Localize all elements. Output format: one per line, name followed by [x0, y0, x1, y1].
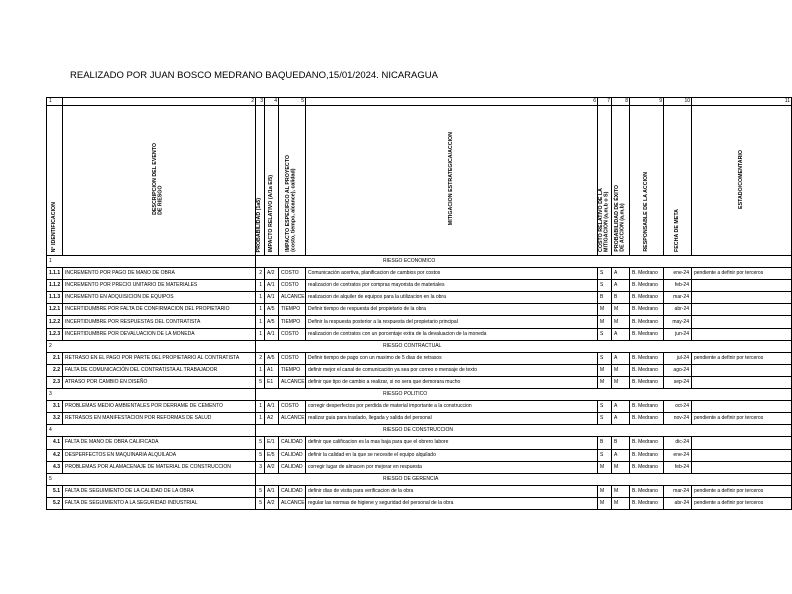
row-mitigation: definir mejor el canal de comunicación ya sea por correo o mensaje de texto: [306, 364, 598, 376]
row-responsible: B. Medrano: [630, 401, 664, 413]
row-mitigation-cost: M: [598, 316, 612, 328]
row-target-date: abr-24: [664, 304, 692, 316]
column-number: 4: [265, 98, 279, 106]
row-description: FALTA DE SEGUIMIENTO A LA SEGURIDAD INDUSTRIAL: [63, 497, 256, 509]
row-success-probability: M: [612, 316, 630, 328]
column-number: 10: [664, 98, 692, 106]
row-relative-impact: E/5: [265, 449, 279, 461]
column-number: 6: [306, 98, 598, 106]
row-mitigation: regular las normas de higiene y seguridad del personal de la obra: [306, 497, 598, 509]
table-row: [47, 437, 792, 449]
header-id: N° IDENTIFICACION: [47, 106, 63, 256]
table-row: [47, 376, 792, 388]
header-status: ESTADO/COMENTARIO: [692, 106, 792, 256]
row-specific-impact: COSTO: [279, 352, 306, 364]
row-id: 4.3: [47, 461, 63, 473]
table-row: [47, 280, 792, 292]
row-responsible: B. Medrano: [630, 437, 664, 449]
section-title: RIESGO CONTRACTUAL: [256, 340, 792, 352]
row-target-date: nov-24: [664, 413, 692, 425]
row-probability: 1: [256, 364, 265, 376]
row-mitigation-cost: M: [598, 364, 612, 376]
row-responsible: B. Medrano: [630, 304, 664, 316]
row-description: FALTA DE MANO DE OBRA CALIFICADA: [63, 437, 256, 449]
row-success-probability: B: [612, 437, 630, 449]
table-row: [47, 292, 792, 304]
row-probability: 1: [256, 328, 265, 340]
row-status: pendiente a definir por terceros: [692, 485, 792, 497]
row-specific-impact: CALIDAD: [279, 461, 306, 473]
row-id: 1.1.3: [47, 292, 63, 304]
header-mitigation-cost: COSTO RELATIVO DE LA MITIGACION (a,m,b o S): [598, 106, 612, 256]
row-id: 2.1: [47, 352, 63, 364]
section-header-row: [47, 389, 792, 401]
column-number: 3: [256, 98, 265, 106]
table-row: [47, 461, 792, 473]
section-title: RIESGO DE CONSTRUCCION: [256, 425, 792, 437]
row-responsible: B. Medrano: [630, 352, 664, 364]
row-relative-impact: A/1: [265, 485, 279, 497]
row-mitigation-cost: S: [598, 413, 612, 425]
table-row: [47, 401, 792, 413]
row-status: [692, 449, 792, 461]
row-target-date: oct-24: [664, 401, 692, 413]
row-status: [692, 304, 792, 316]
risk-matrix-table: [46, 97, 792, 510]
row-relative-impact: A/2: [265, 497, 279, 509]
column-number: 5: [279, 98, 306, 106]
row-specific-impact: ALCANCE: [279, 376, 306, 388]
row-mitigation: corregir desperfectos por perdida de material importante a la construccion: [306, 401, 598, 413]
section-header-row: [47, 425, 792, 437]
row-probability: 5: [256, 376, 265, 388]
row-probability: 5: [256, 485, 265, 497]
table-row: [47, 485, 792, 497]
row-description: INCERTIDUMBRE POR FALTA DE CONFIRMACION DEL PROPIETARIO: [63, 304, 256, 316]
row-description: PROBLEMAS MEDIO AMBIENTALES POR DERRAME DE CEMENTO: [63, 401, 256, 413]
row-target-date: feb-24: [664, 280, 692, 292]
row-status: [692, 328, 792, 340]
column-number: 9: [630, 98, 664, 106]
row-specific-impact: TIEMPO: [279, 316, 306, 328]
row-probability: 2: [256, 352, 265, 364]
row-mitigation: realizacion de alquiler de equipos para la utilizacion en la obra: [306, 292, 598, 304]
row-mitigation: Definir la respuesta posterior a la respuesta del propietario principal: [306, 316, 598, 328]
row-specific-impact: ALCANCE: [279, 497, 306, 509]
row-specific-impact: TIEMPO: [279, 304, 306, 316]
row-target-date: ago-24: [664, 364, 692, 376]
section-title: RIESGO ECONOMICO: [256, 256, 792, 268]
row-success-probability: A: [612, 401, 630, 413]
row-mitigation-cost: M: [598, 376, 612, 388]
row-id: 3.1: [47, 401, 63, 413]
row-specific-impact: COSTO: [279, 401, 306, 413]
row-probability: 5: [256, 497, 265, 509]
row-description: DESPERFECTOS EN MAQUINARIA ALQUILADA: [63, 449, 256, 461]
row-target-date: dic-24: [664, 437, 692, 449]
row-success-probability: A: [612, 268, 630, 280]
row-mitigation-cost: S: [598, 268, 612, 280]
row-success-probability: M: [612, 485, 630, 497]
table-row: [47, 304, 792, 316]
row-responsible: B. Medrano: [630, 316, 664, 328]
row-probability: 1: [256, 304, 265, 316]
row-id: 4.1: [47, 437, 63, 449]
row-id: 5.2: [47, 497, 63, 509]
row-relative-impact: A/5: [265, 316, 279, 328]
document-title: REALIZADO POR JUAN BOSCO MEDRANO BAQUEDANO,15/01/2024. NICARAGUA: [70, 70, 438, 81]
row-status: [692, 292, 792, 304]
row-status: [692, 364, 792, 376]
section-header-row: [47, 256, 792, 268]
header-row: [47, 106, 792, 256]
row-mitigation: realizar guia para traslado, llegada y salida del personal: [306, 413, 598, 425]
row-mitigation: definir que tipo de cambio a realizar, si no sera que demorara mucho: [306, 376, 598, 388]
row-relative-impact: A/1: [265, 280, 279, 292]
row-success-probability: A: [612, 352, 630, 364]
row-responsible: B. Medrano: [630, 268, 664, 280]
row-mitigation-cost: S: [598, 401, 612, 413]
row-description: ATRASO POR CAMBIO EN DISEÑO: [63, 376, 256, 388]
column-number: 11: [692, 98, 792, 106]
row-mitigation-cost: S: [598, 449, 612, 461]
row-mitigation-cost: B: [598, 437, 612, 449]
row-target-date: mar-24: [664, 485, 692, 497]
row-mitigation-cost: S: [598, 352, 612, 364]
row-mitigation: Comunicación acertiva, planificacion de cambios por costos: [306, 268, 598, 280]
header-success-probability: PROBABILIDAD DE ÉXITO DE ACCION (a,m,b): [612, 106, 630, 256]
header-mitigation: MITIGACION ESTRATEGICA/ACCION: [306, 106, 598, 256]
row-specific-impact: TIEMPO: [279, 364, 306, 376]
row-responsible: B. Medrano: [630, 280, 664, 292]
row-target-date: may-24: [664, 316, 692, 328]
row-description: INCREMENTO POR PRECIO UNITARIO DE MATERIALES: [63, 280, 256, 292]
row-specific-impact: CALIDAD: [279, 437, 306, 449]
row-status: [692, 280, 792, 292]
row-mitigation: Definir tiempo de pago con un maximo de 5 dias de retrasos: [306, 352, 598, 364]
section-number: 4: [47, 425, 256, 437]
row-probability: 5: [256, 437, 265, 449]
row-specific-impact: COSTO: [279, 328, 306, 340]
section-header-row: [47, 340, 792, 352]
row-mitigation-cost: S: [598, 328, 612, 340]
row-relative-impact: A/5: [265, 304, 279, 316]
row-mitigation: Definir tiempo de respuesta del propietario de la obra: [306, 304, 598, 316]
row-success-probability: M: [612, 304, 630, 316]
row-mitigation: definir que calificacion es la mas baja para que el obrero labore: [306, 437, 598, 449]
row-success-probability: M: [612, 364, 630, 376]
header-relative-impact: IMPACTO RELATIVO (A/1a E/5): [265, 106, 279, 256]
row-id: 2.3: [47, 376, 63, 388]
row-status: pendiente a definir por terceros: [692, 268, 792, 280]
row-target-date: feb-24: [664, 461, 692, 473]
table-row: [47, 449, 792, 461]
row-responsible: B. Medrano: [630, 328, 664, 340]
row-relative-impact: A/5: [265, 352, 279, 364]
row-specific-impact: CALIDAD: [279, 449, 306, 461]
row-status: pendiente a definir por terceros: [692, 352, 792, 364]
row-success-probability: M: [612, 461, 630, 473]
row-success-probability: A: [612, 413, 630, 425]
row-mitigation: definir dias de visita para verificacion de la obra: [306, 485, 598, 497]
row-responsible: B. Medrano: [630, 485, 664, 497]
row-relative-impact: A/1: [265, 401, 279, 413]
row-specific-impact: COSTO: [279, 280, 306, 292]
row-relative-impact: A/2: [265, 268, 279, 280]
row-specific-impact: COSTO: [279, 268, 306, 280]
row-id: 4.2: [47, 449, 63, 461]
row-target-date: sep-24: [664, 376, 692, 388]
row-description: INCREMENTO POR PAGO DE MANO DE OBRA: [63, 268, 256, 280]
row-mitigation-cost: M: [598, 497, 612, 509]
row-description: FALTA DE COMUNICACIÓN DEL CONTRATISTA AL TRABAJADOR: [63, 364, 256, 376]
section-number: 2: [47, 340, 256, 352]
row-description: RETRASO EN EL PAGO POR PARTE DEL PROPIETARIO AL CONTRATISTA: [63, 352, 256, 364]
row-relative-impact: E/1: [265, 437, 279, 449]
section-title: RIESGO DE GERENCIA: [256, 473, 792, 485]
row-relative-impact: A1: [265, 364, 279, 376]
row-success-probability: B: [612, 292, 630, 304]
column-number: 8: [612, 98, 630, 106]
row-target-date: ene-24: [664, 268, 692, 280]
row-id: 1.2.2: [47, 316, 63, 328]
row-responsible: B. Medrano: [630, 449, 664, 461]
row-success-probability: A: [612, 328, 630, 340]
row-target-date: jun-24: [664, 328, 692, 340]
row-status: [692, 316, 792, 328]
row-probability: 3: [256, 461, 265, 473]
row-relative-impact: E1: [265, 376, 279, 388]
row-description: INCREMENTO EN ADQUISICION DE EQUIPOS: [63, 292, 256, 304]
row-status: pendiente a definir por terceros: [692, 497, 792, 509]
row-probability: 1: [256, 280, 265, 292]
row-target-date: ene-24: [664, 449, 692, 461]
column-number: 7: [598, 98, 612, 106]
row-relative-impact: A2: [265, 413, 279, 425]
row-probability: 2: [256, 268, 265, 280]
row-target-date: mar-24: [664, 292, 692, 304]
section-header-row: [47, 473, 792, 485]
column-number: 2: [63, 98, 256, 106]
row-status: [692, 437, 792, 449]
header-description: DESCRIPCION DEL EVENTO DE RIESGO: [63, 106, 256, 256]
row-mitigation-cost: B: [598, 292, 612, 304]
row-mitigation: realizacion de contratos por compras mayorista de materiales: [306, 280, 598, 292]
row-probability: 1: [256, 292, 265, 304]
section-number: 5: [47, 473, 256, 485]
header-specific-impact: IMPACTO ESPECIFICO AL PROYECTO (costo, tiempo, alcance), calidad): [279, 106, 306, 256]
row-responsible: B. Medrano: [630, 413, 664, 425]
row-mitigation: corregir lugar de almacen por mejorar en respuesta: [306, 461, 598, 473]
row-description: INCERTIDUMBRE POR RESPUESTAS DEL CONTRATISTA: [63, 316, 256, 328]
row-status: [692, 376, 792, 388]
table-row: [47, 328, 792, 340]
row-probability: 1: [256, 413, 265, 425]
row-relative-impact: A/2: [265, 461, 279, 473]
row-responsible: B. Medrano: [630, 376, 664, 388]
table-row: [47, 352, 792, 364]
row-relative-impact: A/1: [265, 328, 279, 340]
section-number: 3: [47, 389, 256, 401]
row-description: PROBLEMAS POR ALAMACENAJE DE MATERIAL DE CONSTRUCCION: [63, 461, 256, 473]
row-probability: 1: [256, 401, 265, 413]
row-responsible: B. Medrano: [630, 461, 664, 473]
table-row: [47, 268, 792, 280]
row-success-probability: A: [612, 280, 630, 292]
row-id: 1.2.3: [47, 328, 63, 340]
row-success-probability: M: [612, 497, 630, 509]
header-probability: PROBABILIDAD (1a5): [256, 106, 265, 256]
row-status: pendiente a definir por terceros: [692, 413, 792, 425]
row-id: 1.2.1: [47, 304, 63, 316]
row-responsible: B. Medrano: [630, 292, 664, 304]
row-specific-impact: CALIDAD: [279, 485, 306, 497]
row-relative-impact: A/1: [265, 292, 279, 304]
row-mitigation-cost: M: [598, 461, 612, 473]
row-description: FALTA DE SEGUIMIENTO DE LA CALIDAD DE LA OBRA: [63, 485, 256, 497]
row-mitigation-cost: S: [598, 280, 612, 292]
row-mitigation: realizacion de contratos con un porcentaje extra de la devaluacion de la moneda: [306, 328, 598, 340]
row-status: [692, 461, 792, 473]
row-responsible: B. Medrano: [630, 497, 664, 509]
row-id: 3.2: [47, 413, 63, 425]
row-probability: 1: [256, 316, 265, 328]
row-probability: 5: [256, 449, 265, 461]
row-specific-impact: ALCANCE: [279, 413, 306, 425]
table-row: [47, 497, 792, 509]
row-mitigation-cost: M: [598, 304, 612, 316]
table-row: [47, 413, 792, 425]
column-number: 1: [47, 98, 63, 106]
table-row: [47, 316, 792, 328]
row-mitigation-cost: M: [598, 485, 612, 497]
row-id: 2.2: [47, 364, 63, 376]
row-description: INCERTIDUMBRE POR DEVALUACION DE LA MONEDA: [63, 328, 256, 340]
header-responsible: RESPONSABLE DE LA ACCION: [630, 106, 664, 256]
row-success-probability: M: [612, 376, 630, 388]
row-mitigation: definir la calidad en la que se necesite el equipo alquilado: [306, 449, 598, 461]
row-target-date: jul-24: [664, 352, 692, 364]
section-title: RIESGO POLITICO: [256, 389, 792, 401]
row-target-date: abr-24: [664, 497, 692, 509]
table-row: [47, 364, 792, 376]
row-success-probability: A: [612, 449, 630, 461]
header-target-date: FECHA DE META: [664, 106, 692, 256]
row-specific-impact: ALCANCE: [279, 292, 306, 304]
row-description: RETRASOS EN MANIFESTACION POR REFORMAS DE SALUD: [63, 413, 256, 425]
section-number: 1: [47, 256, 256, 268]
row-id: 1.1.1: [47, 268, 63, 280]
column-number-row: [47, 98, 792, 106]
row-id: 1.1.2: [47, 280, 63, 292]
row-id: 5.1: [47, 485, 63, 497]
row-status: [692, 401, 792, 413]
row-responsible: B. Medrano: [630, 364, 664, 376]
